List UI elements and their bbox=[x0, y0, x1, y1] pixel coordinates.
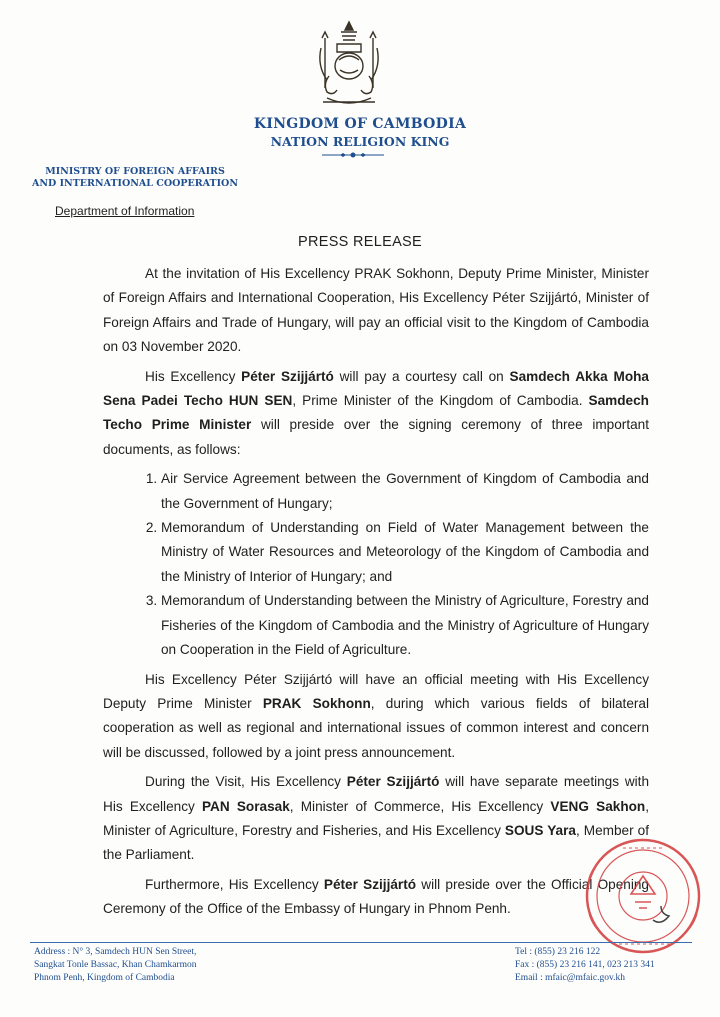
address-line: Address : N° 3, Samdech HUN Sen Street, bbox=[34, 947, 197, 957]
email-link[interactable]: Email : mfaic@mfaic.gov.kh bbox=[515, 973, 625, 983]
address-line: Sangkat Tonle Bassac, Khan Chamkarmon bbox=[34, 960, 197, 970]
list-item: 1. Air Service Agreement between the Government of Kingdom of Cambodia and the Government of Hungary; bbox=[161, 467, 649, 516]
paragraph-official-meeting: His Excellency Péter Szijjártó will have an official meeting with His Excellency Deputy Prime Minister PRAK Sokhonn, during which various fields of bilateral cooperation as well as regional and international issues of common interest and concern will be discussed, followed by a joint press announcement. bbox=[103, 671, 649, 760]
telephone: Tel : (855) 23 216 122 bbox=[515, 947, 601, 957]
ornament-divider bbox=[320, 151, 386, 159]
ministry-line-2: AND INTERNATIONAL COOPERATION bbox=[31, 178, 238, 189]
document-title: PRESS RELEASE bbox=[298, 234, 422, 250]
paragraph-embassy-opening: Furthermore, His Excellency Péter Szijjártó will preside over the Official Opening Ceremony of the Office of the Embassy of Hungary in Phnom Penh. bbox=[103, 876, 649, 917]
press-release-body bbox=[103, 262, 649, 927]
footer-contact bbox=[515, 946, 655, 985]
official-seal-stamp-icon bbox=[543, 828, 701, 958]
kingdom-heading bbox=[0, 116, 720, 149]
ministry-line-1: MINISTRY OF FOREIGN AFFAIRS bbox=[45, 166, 225, 177]
paragraph-separate-meetings: During the Visit, His Excellency Péter Szijjártó will have separate meetings with His Excellency PAN Sorasak, Minister of Commerce, His Excellency VENG Sakhon, Minister of Agriculture, Forestry and Fisheries, and His Excellency SOUS Yara, Member of the Parliament. bbox=[103, 774, 650, 863]
department-name: Department of Information bbox=[55, 204, 195, 218]
footer-address bbox=[34, 946, 196, 985]
footer-divider bbox=[30, 942, 692, 943]
paragraph-courtesy-call: His Excellency Péter Szijjártó will pay a courtesy call on Samdech Akka Moha Sena Padei Techo HUN SEN, Prime Minister of the Kingdom of Cambodia. Samdech Techo Prime Minister will preside over the signing ceremony of three important documents, as follows: bbox=[103, 368, 649, 457]
national-motto: NATION RELIGION KING bbox=[270, 134, 450, 149]
ministry-name bbox=[30, 166, 240, 190]
royal-arms-emblem-icon bbox=[311, 18, 387, 108]
kingdom-name: KINGDOM OF CAMBODIA bbox=[253, 116, 467, 132]
documents-list bbox=[103, 467, 649, 662]
fax: Fax : (855) 23 216 141, 023 213 341 bbox=[515, 960, 655, 970]
address-line: Phnom Penh, Kingdom of Cambodia bbox=[34, 973, 175, 983]
list-item: 3. Memorandum of Understanding between the Ministry of Agriculture, Forestry and Fisheries of the Kingdom of Cambodia and the Ministry of Agriculture of Hungary on Cooperation in the Field of Agriculture. bbox=[161, 589, 649, 662]
list-item: 2. Memorandum of Understanding on Field of Water Management between the Ministry of Water Resources and Meteorology of the Kingdom of Cambodia and the Ministry of Interior of Hungary; and bbox=[161, 516, 649, 589]
paragraph-invitation: At the invitation of His Excellency PRAK Sokhonn, Deputy Prime Minister, Minister of Foreign Affairs and International Cooperation, His Excellency Péter Szijjártó, Minister of Foreign Affairs and Trade of Hungary, will pay an official visit to the Kingdom of Cambodia on 03 November 2020. bbox=[103, 266, 649, 355]
